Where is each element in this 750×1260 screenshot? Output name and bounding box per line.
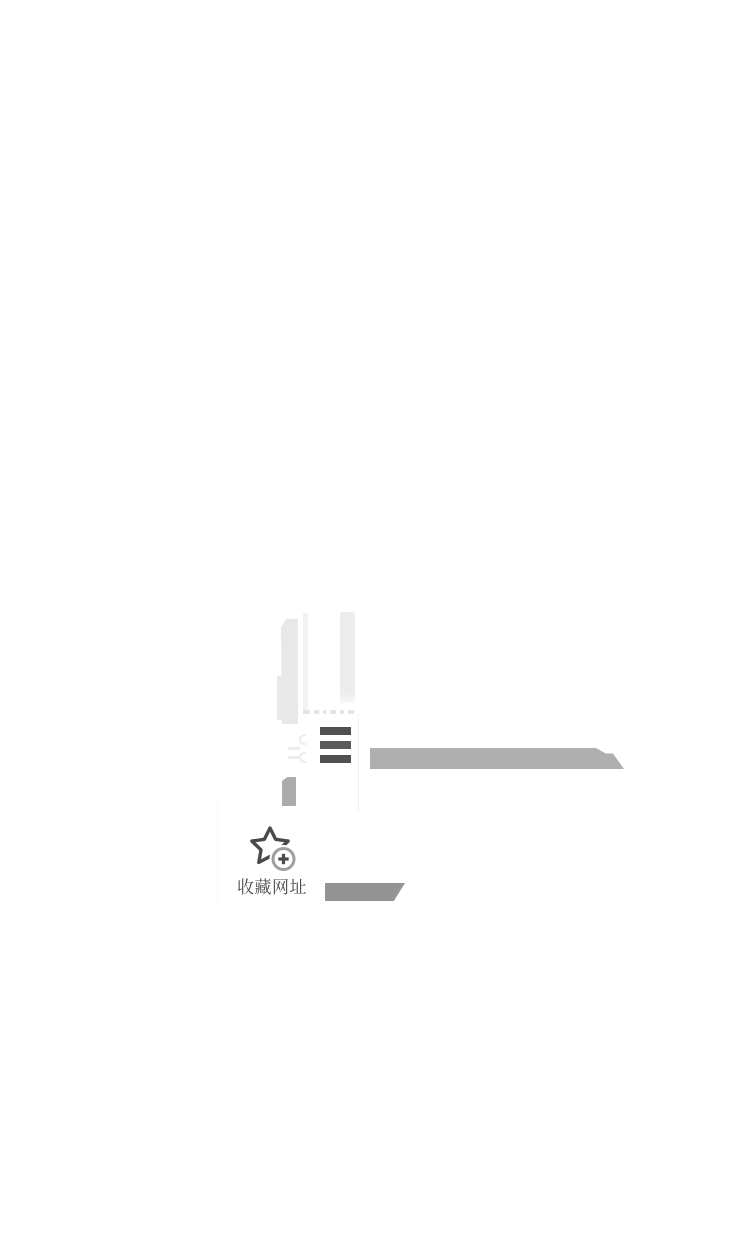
illustration-dash: [323, 710, 326, 714]
illustration-dash: [330, 710, 336, 714]
bookmark-site-button[interactable]: [233, 820, 311, 899]
bookmark-site-label: 收藏网址: [237, 878, 307, 898]
illustration-faint-text-row: [303, 710, 354, 714]
illustration-dash: [303, 710, 310, 714]
illustration-curve: [299, 734, 306, 745]
star-plus-icon: [245, 820, 299, 874]
placeholder-bar-long: [370, 748, 625, 769]
illustration-edge-line: [358, 714, 359, 811]
illustration-dash: [340, 710, 344, 714]
illustration-line: [288, 747, 300, 750]
grid-divider-line: [217, 800, 218, 905]
illustration-strip: [277, 676, 282, 720]
illustration-strip: [303, 613, 308, 713]
illustration-line: [288, 756, 300, 759]
illustration-strip: [340, 612, 355, 703]
hamburger-bar: [320, 741, 351, 749]
hamburger-bar: [320, 727, 351, 735]
hamburger-bar: [320, 755, 351, 763]
illustration-block: [282, 777, 296, 806]
illustration-curve: [299, 752, 306, 763]
placeholder-bar-small: [325, 883, 405, 901]
plus-badge: [270, 845, 298, 873]
illustration-dash: [314, 710, 319, 714]
illustration-dash: [348, 710, 354, 714]
illustration-strip: [281, 619, 298, 724]
hamburger-menu-icon[interactable]: [320, 727, 351, 763]
